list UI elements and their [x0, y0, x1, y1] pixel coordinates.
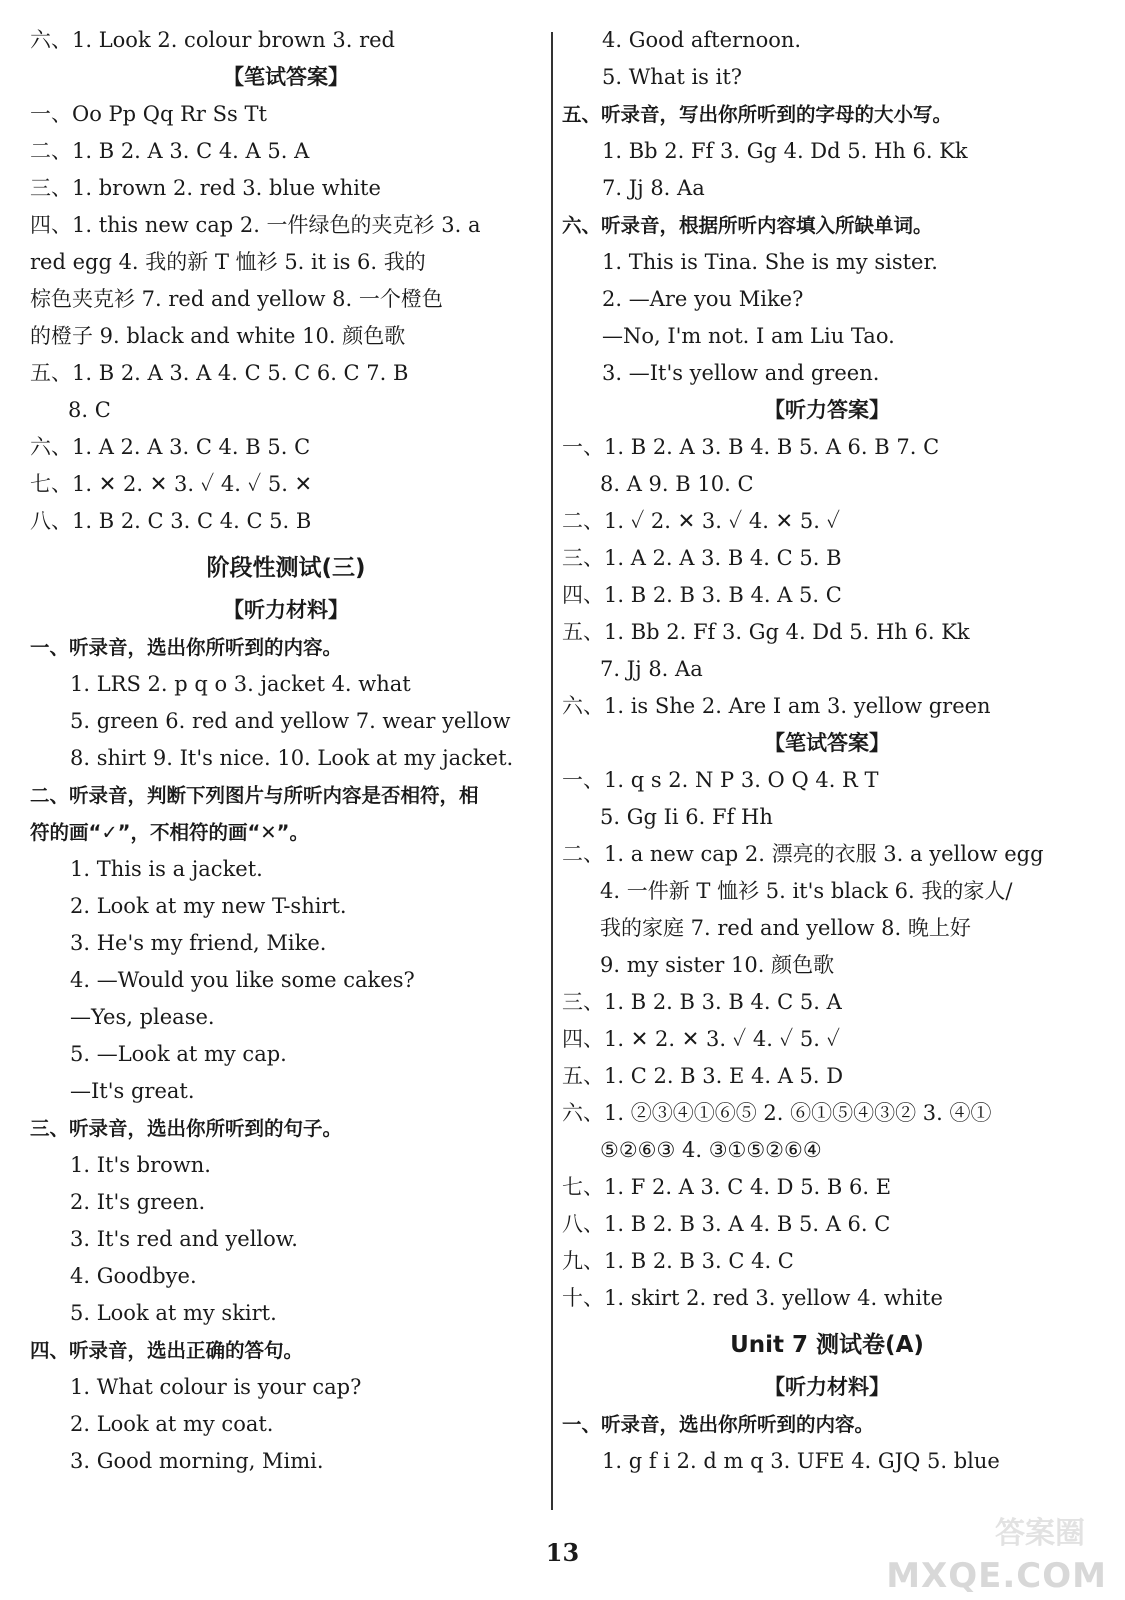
answer-line: 五、1. Bb 2. Ff 3. Gg 4. Dd 5. Hh 6. Kk	[562, 620, 970, 644]
section-header: 【笔试答案】	[764, 731, 890, 755]
answer-line: 5. What is it?	[602, 65, 743, 89]
answer-line: 2. —Are you Mike?	[602, 287, 804, 311]
answer-line: red egg 4. 我的新 T 恤衫 5. it is 6. 我的	[30, 250, 426, 274]
answer-line: 七、1. ✕ 2. ✕ 3. ✓ 4. ✓ 5. ✕	[30, 472, 313, 496]
right-column	[562, 22, 1092, 1480]
answer-line: 8. A 9. B 10. C	[600, 472, 754, 496]
answer-line: 五、1. B 2. A 3. A 4. C 5. C 6. C 7. B	[30, 361, 409, 385]
answer-line: 四、1. B 2. B 3. B 4. A 5. C	[562, 583, 842, 607]
answer-line: 一、1. q s 2. N P 3. O Q 4. R T	[562, 768, 879, 792]
answer-line: 2. Look at my coat.	[70, 1412, 274, 1436]
answer-line: 八、1. B 2. C 3. C 4. C 5. B	[30, 509, 312, 533]
question-prompt: 二、听录音，判断下列图片与所听内容是否相符，相	[30, 784, 479, 807]
test-title: Unit 7 测试卷(A)	[730, 1332, 924, 1358]
answer-line: 3. —It's yellow and green.	[602, 361, 880, 385]
page-number: 13	[545, 1538, 580, 1567]
section-header: 【听力材料】	[764, 1375, 890, 1399]
answer-line: 5. —Look at my cap.	[70, 1042, 287, 1066]
answer-line: 我的家庭 7. red and yellow 8. 晚上好	[600, 916, 971, 940]
left-column	[30, 22, 542, 1480]
answer-line: 3. Good morning, Mimi.	[70, 1449, 324, 1473]
answer-line: 六、1. Look 2. colour brown 3. red	[30, 28, 395, 52]
answer-line: 一、Oo Pp Qq Rr Ss Tt	[30, 102, 267, 126]
answer-line: 六、1. ②③④①⑥⑤ 2. ⑥①⑤④③② 3. ④①	[562, 1101, 992, 1125]
section-header: 【笔试答案】	[223, 65, 349, 89]
answer-line: 的橙子 9. black and white 10. 颜色歌	[30, 324, 406, 348]
watermark: MXQE.COM	[886, 1556, 1107, 1596]
answer-line: 六、1. is She 2. Are I am 3. yellow green	[562, 694, 991, 718]
answer-line: 5. Gg Ii 6. Ff Hh	[600, 805, 773, 829]
answer-line: 4. —Would you like some cakes?	[70, 968, 415, 992]
question-prompt: 五、听录音，写出你所听到的字母的大小写。	[562, 103, 953, 126]
answer-line: 1. This is a jacket.	[70, 857, 263, 881]
answer-line: 十、1. skirt 2. red 3. yellow 4. white	[562, 1286, 943, 1310]
section-header: 【听力材料】	[223, 598, 349, 622]
answer-line: ⑤②⑥③ 4. ③①⑤②⑥④	[600, 1138, 822, 1162]
answer-line: 八、1. B 2. B 3. A 4. B 5. A 6. C	[562, 1212, 891, 1236]
answer-line: 1. What colour is your cap?	[70, 1375, 362, 1399]
answer-line: 8. C	[68, 398, 111, 422]
answer-line: —Yes, please.	[70, 1005, 215, 1029]
answer-line: 4. Good afternoon.	[602, 28, 802, 52]
answer-line: 二、1. ✓ 2. ✕ 3. ✓ 4. ✕ 5. ✓	[562, 509, 841, 533]
answer-line: 一、1. B 2. A 3. B 4. B 5. A 6. B 7. C	[562, 435, 940, 459]
answer-line: 五、1. C 2. B 3. E 4. A 5. D	[562, 1064, 844, 1088]
answer-line: 七、1. F 2. A 3. C 4. D 5. B 6. E	[562, 1175, 892, 1199]
answer-line: 棕色夹克衫 7. red and yellow 8. 一个橙色	[30, 287, 443, 311]
question-prompt: 一、听录音，选出你所听到的内容。	[30, 636, 343, 659]
answer-line: 九、1. B 2. B 3. C 4. C	[562, 1249, 794, 1273]
answer-line: 7. Jj 8. Aa	[602, 176, 705, 200]
answer-line: 1. It's brown.	[70, 1153, 211, 1177]
question-prompt: 六、听录音，根据所听内容填入所缺单词。	[562, 214, 933, 237]
answer-line: 3. It's red and yellow.	[70, 1227, 298, 1251]
answer-line: 4. 一件新 T 恤衫 5. it's black 6. 我的家人/	[600, 879, 1013, 903]
question-prompt: 四、听录音，选出正确的答句。	[30, 1339, 304, 1362]
question-prompt: 符的画“✓”，不相符的画“✕”。	[30, 821, 309, 844]
answer-line: —It's great.	[70, 1079, 195, 1103]
answer-line: 六、1. A 2. A 3. C 4. B 5. C	[30, 435, 311, 459]
column-divider	[551, 32, 553, 1510]
question-prompt: 一、听录音，选出你所听到的内容。	[562, 1413, 875, 1436]
answer-line: 三、1. brown 2. red 3. blue white	[30, 176, 381, 200]
answer-line: 9. my sister 10. 颜色歌	[600, 953, 835, 977]
answer-line: 7. Jj 8. Aa	[600, 657, 703, 681]
answer-line: 5. green 6. red and yellow 7. wear yellow	[70, 709, 511, 733]
answer-line: 1. This is Tina. She is my sister.	[602, 250, 938, 274]
answer-line: 三、1. A 2. A 3. B 4. C 5. B	[562, 546, 842, 570]
answer-line: 2. Look at my new T-shirt.	[70, 894, 347, 918]
answer-line: 三、1. B 2. B 3. B 4. C 5. A	[562, 990, 842, 1014]
answer-line: 四、1. ✕ 2. ✕ 3. ✓ 4. ✓ 5. ✓	[562, 1027, 841, 1051]
question-prompt: 三、听录音，选出你所听到的句子。	[30, 1117, 343, 1140]
answer-line: 5. Look at my skirt.	[70, 1301, 277, 1325]
answer-line: —No, I'm not. I am Liu Tao.	[602, 324, 895, 348]
test-title: 阶段性测试(三)	[206, 555, 366, 581]
answer-line: 4. Goodbye.	[70, 1264, 197, 1288]
answer-line: 1. Bb 2. Ff 3. Gg 4. Dd 5. Hh 6. Kk	[602, 139, 968, 163]
answer-line: 四、1. this new cap 2. 一件绿色的夹克衫 3. a	[30, 213, 481, 237]
answer-line: 二、1. a new cap 2. 漂亮的衣服 3. a yellow egg	[562, 842, 1044, 866]
answer-line: 1. LRS 2. p q o 3. jacket 4. what	[70, 672, 411, 696]
answer-line: 2. It's green.	[70, 1190, 206, 1214]
section-header: 【听力答案】	[764, 398, 890, 422]
watermark-cn: 答案圈	[995, 1516, 1085, 1551]
answer-line: 3. He's my friend, Mike.	[70, 931, 327, 955]
answer-line: 二、1. B 2. A 3. C 4. A 5. A	[30, 139, 310, 163]
answer-line: 1. g f i 2. d m q 3. UFE 4. GJQ 5. blue	[602, 1449, 1000, 1473]
answer-line: 8. shirt 9. It's nice. 10. Look at my jacket.	[70, 746, 514, 770]
